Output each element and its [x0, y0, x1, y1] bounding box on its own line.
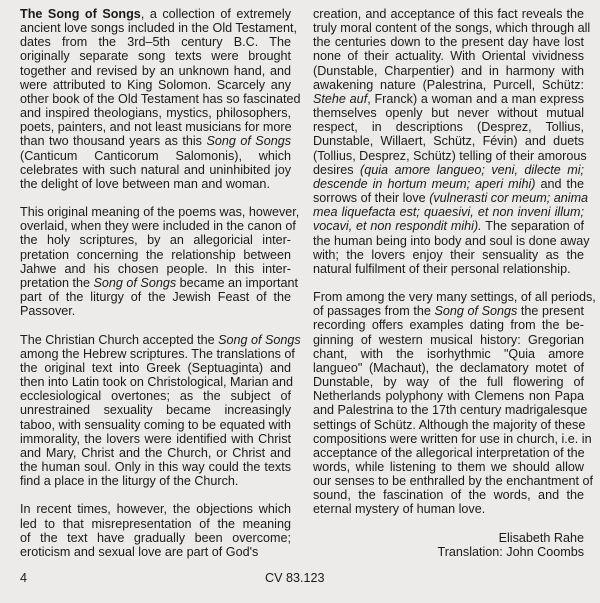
text-line: the centuries down to the present day have lost — [313, 35, 584, 50]
text-line: of passages from the Song of Songs the present — [313, 304, 584, 319]
text-line: than two thousand years as this Song of Songs — [20, 134, 291, 149]
text-line: natural fulfilment of their personal relationship. — [313, 261, 571, 276]
text-line: settings of Schütz. Although the majority of these — [313, 417, 586, 432]
text-line: celebrates with such natural and uninhibited joy — [20, 162, 291, 177]
signature-author: Elisabeth Rahe — [498, 530, 584, 545]
text-line: Dunstable, Willaert, Schütz, Févin) and duets — [313, 134, 584, 149]
text-line: themselves openly but never without mutual — [313, 106, 584, 121]
text-line: unrestrained sexuality became increasingly — [20, 403, 291, 418]
text-line: (Dunstable, Charpentier) and in harmony with — [313, 63, 584, 78]
signature — [313, 531, 584, 559]
text-line: find a place in the liturgy of the Church. — [20, 474, 239, 489]
text-line: poets, painters, and not least musicians for more — [20, 120, 292, 135]
text-line: (Canticum Canticorum Salomonis), which — [20, 148, 291, 163]
text-line: descende in hortum meum; aperi mihi) and the — [313, 176, 584, 191]
text-line: recording offers examples dating from the be- — [313, 318, 584, 333]
text-line: pretation the Song of Songs became an important — [20, 275, 298, 290]
text-line: the delight of love between man and woman. — [20, 176, 270, 191]
text-line: compositions were written for use in church, i.e. in — [313, 431, 592, 446]
text-line: eternal mystery of human love. — [313, 502, 486, 517]
text-line: pretation concerning the relationship between — [20, 247, 291, 262]
text-line: In recent times, however, the objections which — [20, 502, 291, 517]
text-line: of the text have gradually been overcome; — [20, 530, 291, 545]
text-line: acceptance of the allegorical interpretation of the — [313, 445, 585, 460]
left-text-column — [20, 7, 301, 573]
text-line: ecclesiological overtones; as the subject of — [20, 389, 291, 404]
text-line: originally separate song texts were brought — [20, 49, 291, 64]
paragraph — [20, 205, 300, 319]
right-text-column — [313, 7, 596, 559]
text-line: chant, with the isorhythmic "Quia amore — [313, 346, 584, 361]
text-line: and Palestrina to the 17th century madrigalesque — [313, 403, 588, 418]
text-line: our senses to be enthralled by the enchantment of — [313, 474, 594, 489]
text-line: none of their actuality. With Oriental vividness — [313, 49, 584, 64]
text-line: led to that misrepresentation of the meaning — [20, 516, 291, 531]
text-line: among the Hebrew scriptures. The translations of — [20, 346, 295, 361]
text-line: ginning of western musical history: Gregorian — [313, 332, 584, 347]
text-line: dates from the 3rd–5th century B.C. The — [20, 35, 291, 50]
text-line: respect, in descriptions (Desprez, Tollius, — [313, 120, 584, 135]
text-line: creation, and acceptance of this fact reveals the — [313, 7, 584, 21]
text-line: other book of the Old Testament has so fascinated — [20, 91, 301, 106]
text-line: mea liquefacta est; quaesivi, et non inveni illum; — [313, 205, 584, 220]
text-line: Stehe auf, Franck) a woman and a man express — [313, 91, 585, 106]
text-line: (Tollius, Desprez, Schütz) telling of their amorous — [313, 148, 587, 163]
page-number: 4 — [20, 571, 28, 585]
paragraph — [20, 502, 291, 559]
text-line: sorrows of their love (vulnerasti cor meum; anima — [313, 191, 589, 206]
text-line: langueo" (Machaut), the declamatory motet of — [313, 360, 584, 375]
text-line: Netherlands polyphony with Clemens non Papa — [313, 389, 584, 404]
text-line: Jahwe and his chosen people. In this inter- — [20, 261, 291, 276]
text-line: the human being into body and soul is done away — [313, 233, 590, 248]
text-line: desires (quia amore langueo; veni, dilecte mi; — [313, 162, 584, 177]
paragraph — [20, 7, 301, 191]
text-line: Passover. — [20, 304, 76, 319]
text-line: From among the very many settings, of all periods, — [313, 290, 596, 305]
text-line: the holy scriptures, by an allegoricial inter- — [20, 233, 291, 248]
text-line: Dunstable, by way of the full flowering of — [313, 375, 584, 390]
paragraph — [20, 332, 301, 489]
catalog-number: CV 83.123 — [265, 571, 325, 585]
text-line: eroticism and sexual love are part of God's — [20, 544, 259, 559]
text-line: awakening nature (Palestrina, Purcell, Schütz: — [313, 77, 584, 92]
text-line: This original meaning of the poems was, however, — [20, 205, 300, 220]
text-line: vocavi, et non respondit mihi). The separation of — [313, 219, 584, 234]
text-line: and inspired theologians, mystics, philosophers, — [20, 106, 291, 121]
text-line: together and revised by an unknown hand, and — [20, 63, 291, 78]
text-line: then into Latin took on Christological, Marian and — [20, 375, 294, 390]
text-line: the original text into Greek (Septuaginta) and — [20, 360, 291, 375]
text-line: truly moral content of the songs, which through all — [313, 21, 591, 36]
text-line: part of the liturgy of the Jewish Feast of the — [20, 290, 291, 305]
text-line: taboo, with sensuality coming to be equated with — [20, 417, 291, 432]
text-line: overlaid, when they were included in the canon of — [20, 219, 296, 234]
text-line: with; the lovers enjoy their sensuality as the — [313, 247, 584, 262]
text-line: words, while listening to them we should allow — [313, 459, 584, 474]
text-line: and Mary, Christ and the Church, or Christ and — [20, 445, 291, 460]
paragraph — [313, 7, 591, 276]
text-line: the human soul. Only in this way could the texts — [20, 459, 291, 474]
text-line: immorality, the lovers were identified with Christ — [20, 431, 291, 446]
text-line: ancient love songs included in the Old Testament, — [20, 21, 298, 36]
paragraph — [313, 290, 596, 517]
signature-translation: Translation: John Coombs — [437, 544, 584, 559]
text-line: sound, the fascination of the words, and the — [313, 488, 584, 503]
text-line: The Christian Church accepted the Song of Songs — [20, 332, 301, 347]
text-line: were attributed to King Solomon. Scarcely any — [20, 77, 291, 92]
text-line: The Song of Songs, a collection of extremely — [20, 7, 292, 21]
